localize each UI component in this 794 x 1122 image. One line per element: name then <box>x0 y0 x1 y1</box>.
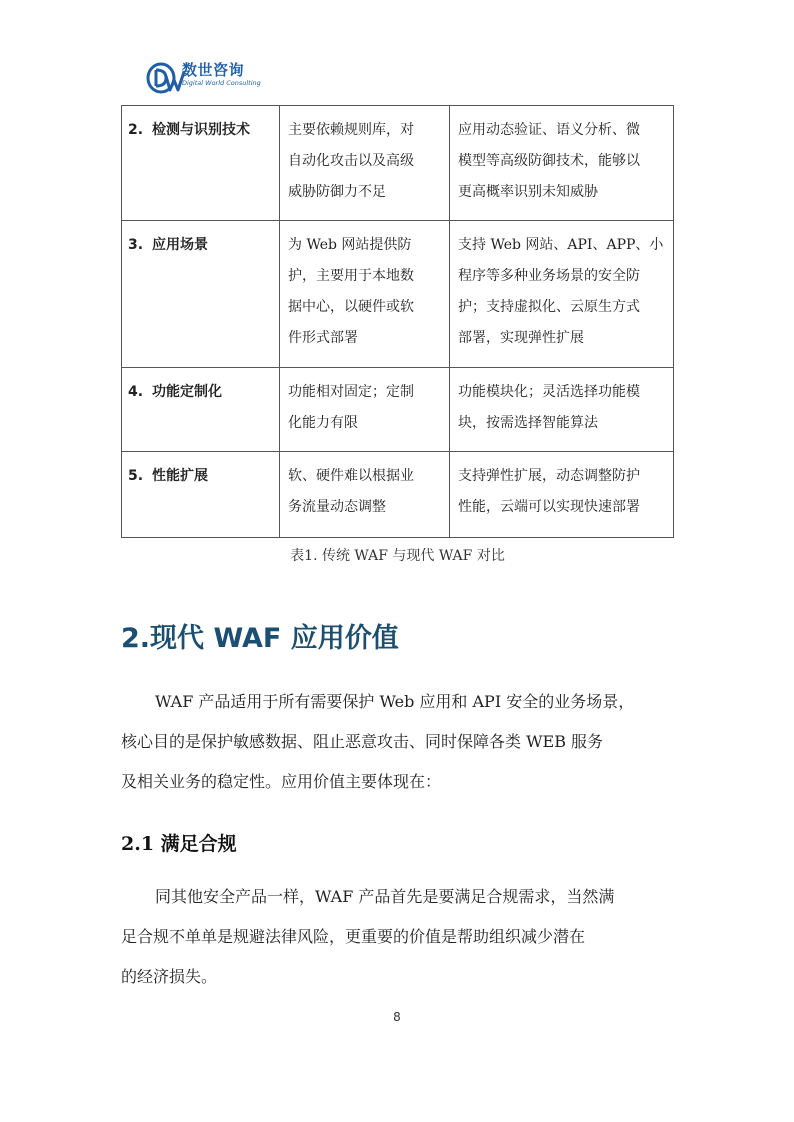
cell-line: 威胁防御力不足 <box>288 184 386 200</box>
cell-line: 程序等多种业务场景的安全防 <box>458 268 640 284</box>
cell-line: 护；支持虚拟化、云原生方式 <box>458 299 640 315</box>
cell-line: 应用动态验证、语义分析、微 <box>458 122 640 138</box>
traditional-cell <box>280 368 450 452</box>
traditional-cell <box>280 106 450 221</box>
cell-line: 支持 Web 网站、API、APP、小 <box>458 237 664 253</box>
feature-cell <box>122 221 280 368</box>
modern-cell <box>450 368 674 452</box>
cell-line: 模型等高级防御技术，能够以 <box>458 153 640 169</box>
subsection-heading: 2.1 满足合规 <box>121 833 237 855</box>
cell-line: 部署，实现弹性扩展 <box>458 330 584 346</box>
page-number: 8 <box>393 1010 401 1024</box>
cell-line: 自动化攻击以及高级 <box>288 153 414 169</box>
feature-cell <box>122 106 280 221</box>
feature-cell <box>122 368 280 452</box>
table-row <box>122 452 674 538</box>
paragraph-line: WAF 产品适用于所有需要保护 Web 应用和 API 安全的业务场景， <box>155 692 635 711</box>
traditional-cell <box>280 221 450 368</box>
compliance-paragraph <box>121 877 676 997</box>
cell-line: 功能模块化；灵活选择功能模 <box>458 384 640 400</box>
cell-line: 务流量动态调整 <box>288 499 386 515</box>
cell-line: 块，按需选择智能算法 <box>458 415 598 431</box>
modern-cell <box>450 221 674 368</box>
paragraph-line: 核心目的是保护敏感数据、阻止恶意攻击、同时保障各类 WEB 服务 <box>121 732 604 751</box>
section-heading: 2.现代 WAF 应用价值 <box>121 623 399 654</box>
logo-en-text: Digital World Consulting <box>182 79 261 87</box>
cell-line: 功能相对固定；定制 <box>288 384 414 400</box>
cell-line: 化能力有限 <box>288 415 358 431</box>
feature-name: 检测与识别技术 <box>152 122 250 138</box>
cell-line: 支持弹性扩展，动态调整防护 <box>458 468 640 484</box>
traditional-cell <box>280 452 450 538</box>
feature-name: 功能定制化 <box>152 384 222 400</box>
cell-line: 软、硬件难以根据业 <box>288 468 414 484</box>
company-logo <box>146 58 266 98</box>
intro-paragraph <box>121 682 676 802</box>
modern-cell <box>450 452 674 538</box>
paragraph-line: 同其他安全产品一样，WAF 产品首先是要满足合规需求，当然满 <box>155 887 615 906</box>
feature-cell <box>122 452 280 538</box>
cell-line: 主要依赖规则库，对 <box>288 122 414 138</box>
cell-line: 件形式部署 <box>288 330 358 346</box>
table-row <box>122 221 674 368</box>
table-row <box>122 106 674 221</box>
modern-cell <box>450 106 674 221</box>
cell-line: 为 Web 网站提供防 <box>288 237 412 253</box>
paragraph-line: 足合规不单单是规避法律风险，更重要的价值是帮助组织减少潜在 <box>121 927 586 946</box>
comparison-table <box>121 105 674 538</box>
cell-line: 更高概率识别未知威胁 <box>458 184 598 200</box>
table-row <box>122 368 674 452</box>
row-number: 3. <box>128 237 144 253</box>
row-number: 2. <box>128 122 144 138</box>
row-number: 4. <box>128 384 144 400</box>
cell-line: 护，主要用于本地数 <box>288 268 414 284</box>
cell-line: 据中心，以硬件或软 <box>288 299 414 315</box>
paragraph-line: 的经济损失。 <box>121 967 218 986</box>
paragraph-line: 及相关业务的稳定性。应用价值主要体现在： <box>121 772 442 791</box>
row-number: 5. <box>128 468 144 484</box>
feature-name: 性能扩展 <box>152 468 208 484</box>
logo-mark-icon <box>146 60 186 96</box>
table-caption: 表1. 传统 WAF 与现代 WAF 对比 <box>290 548 505 564</box>
cell-line: 性能，云端可以实现快速部署 <box>458 499 640 515</box>
logo-cn-text: 数世咨询 <box>182 61 245 79</box>
feature-name: 应用场景 <box>152 237 208 253</box>
